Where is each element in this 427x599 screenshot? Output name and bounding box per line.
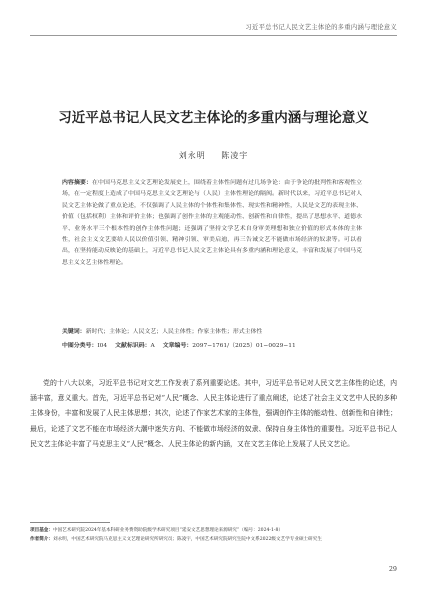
abstract-label: 内容摘要： xyxy=(62,180,93,186)
footnote-label: 项目基金： xyxy=(30,528,53,533)
keywords xyxy=(62,326,372,335)
doc-code-label: 文献标识码： xyxy=(115,343,151,349)
author-list xyxy=(0,150,427,161)
body-paragraph: 党的十八大以来，习近平总书记对文艺工作发表了系列重要论述。其中，习近平总书记对人民文艺主体性的论述，内涵丰富，意义重大。首先，习近平总书记对“人民”概念、人民主体论进行了重点阐述，论述了社会主义文艺中人民的多种主体身份，丰富和发展了人民主体思想；其次，论述了作家艺术家的主体性，强调创作主体的能动性、创新性和自律性；最后，论述了文艺不能在市场经济大潮中迷失方向、不能做市场经济的奴隶、保持自身主体性的重要性。习近平总书记人民文艺主体论丰富了马克思主义“人民”概念、人民主体论的新内涵，又在文艺主体论上发展了人民文艺论。 xyxy=(30,379,397,448)
author-name: 刘永明 xyxy=(178,151,206,160)
keywords-text: 新时代；主体论；人民文艺；人民主体性；作家主体性；形式主体性 xyxy=(85,329,263,335)
page-number: 29 xyxy=(388,565,397,573)
article-title: 习近平总书记人民文艺主体论的多重内涵与理论意义 xyxy=(58,110,369,126)
footnote-label: 作者简介： xyxy=(30,537,53,542)
footnote-text: 中国艺术研究院2024年基本科研业务费资助院级学术研究项目“延安文艺思想理论来源研究”（编号：2024-1-8） xyxy=(52,528,283,533)
footnote-text: 刘永明，中国艺术研究院马克思主义文艺理论研究所研究员；陈凌宇，中国艺术研究院研究生院中文系2022级文艺学专业硕士研究生 xyxy=(52,537,322,542)
doc-code-value: A xyxy=(150,343,155,349)
abstract-text: 在中国马克思主义文艺理论发展史上，围绕着主体性问题有过几场争论：由于争论的批判性和客观性立场，在一定程度上造成了中国马克思主义文艺理论与（人民）主体性理论的隔阂。新时代以来，习近平总书记对人民文艺主体论做了重点论述，不仅强调了人民主体的个体性和集体性、现实性和精神性，人民是文艺的表现主体、价值（包括权利）主体和评价主体；也强调了创作主体的主观能动性、创新性和自律性，提出了思想水平、道德水平、业务水平三个根本性的创作主体性问题；还强调了坚持文学艺术自身审美理想和独立价值的形式本体的主体性，社会主义文艺要给人民以价值引领、精神引领、审美启迪，再三告诫文艺不能做市场经济的奴隶等。可以看出，在坚持能动反映论的基础上，习近平总书记人民文艺主体论具有多重内涵和理论意义，丰富和发展了中国马克思主义文艺主体性理论。 xyxy=(62,180,363,266)
classification-line xyxy=(62,340,372,349)
footnote-rule xyxy=(30,522,110,523)
article-no-value: 2097−1761/（2025）01−0029−11 xyxy=(192,343,296,349)
footnote-author-bio xyxy=(30,536,397,543)
header-rule xyxy=(30,35,397,36)
keywords-label: 关键词： xyxy=(62,329,86,335)
running-header: 习近平总书记人民文艺主体论的多重内涵与理论意义 xyxy=(245,23,397,31)
abstract xyxy=(62,178,362,269)
clc-value: I04 xyxy=(97,343,108,349)
author-name: 陈凌宇 xyxy=(221,151,249,160)
clc-label: 中图分类号： xyxy=(62,343,98,349)
article-no-label: 文章编号： xyxy=(162,343,193,349)
footnote-funding xyxy=(30,527,397,534)
